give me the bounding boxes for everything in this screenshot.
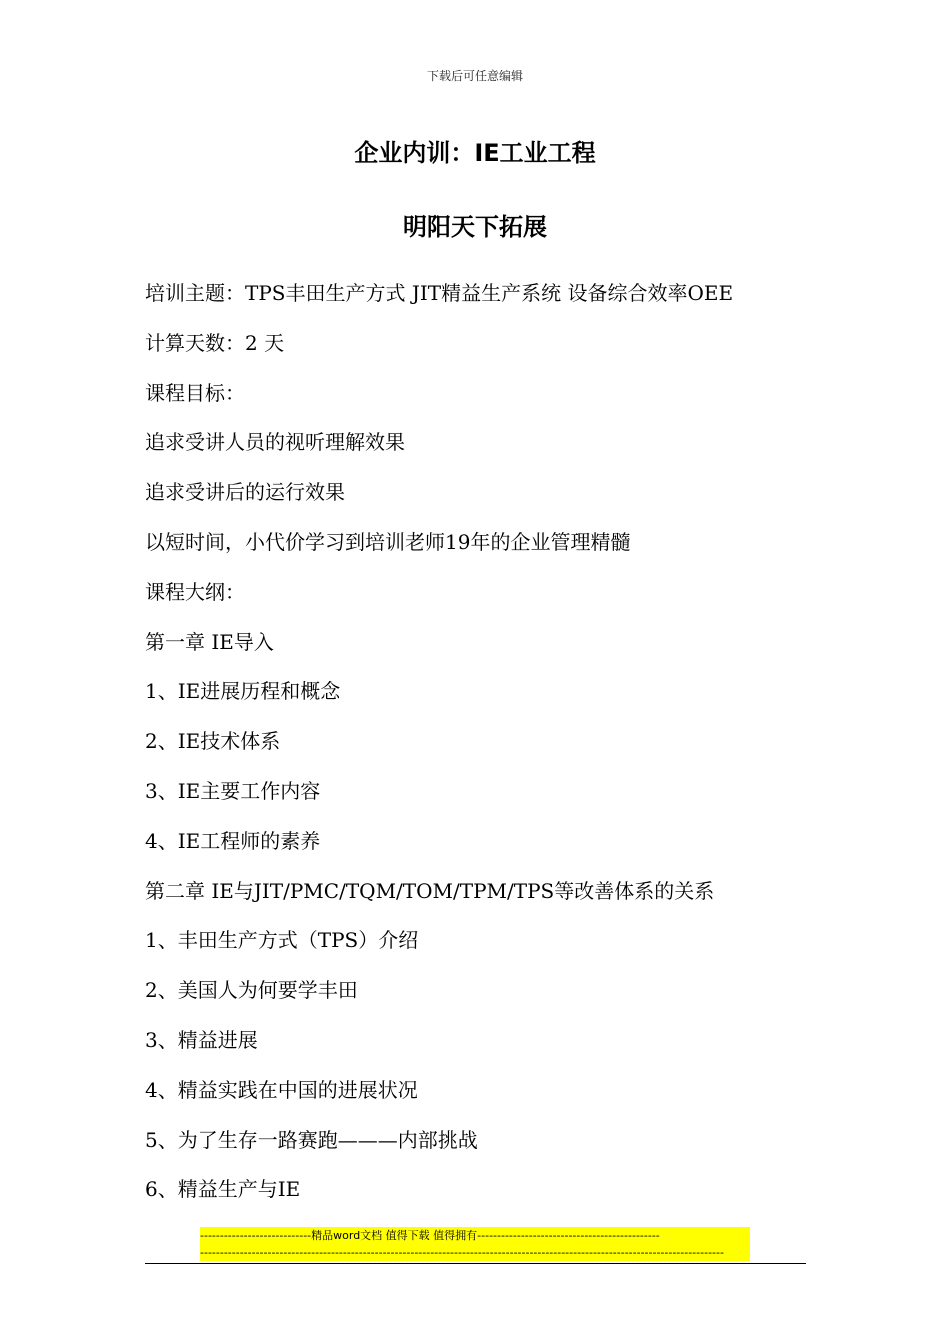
course-goal-heading: 课程目标： — [145, 380, 245, 405]
outline-item: 1、丰田生产方式（TPS）介绍 — [145, 928, 419, 953]
course-goal-item: 追求受讲后的运行效果 — [145, 480, 345, 505]
training-days-line: 计算天数：2 天 — [145, 330, 285, 355]
training-topic-line: 培训主题：TPS丰田生产方式 JIT精益生产系统 设备综合效率OEE — [145, 281, 734, 305]
outline-item: 4、IE工程师的素养 — [145, 828, 321, 853]
header-note: 下载后可任意编辑 — [426, 69, 523, 83]
chapter-heading: 第二章 IE与JIT/PMC/TQM/TOM/TPM/TPS等改善体系的关系 — [145, 878, 715, 903]
outline-item: 5、为了生存一路赛跑———内部挑战 — [145, 1127, 478, 1152]
outline-item: 3、IE主要工作内容 — [145, 778, 321, 803]
outline-item: 4、精益实践在中国的进展状况 — [145, 1077, 418, 1102]
document-title: 企业内训：IE工业工程 — [354, 139, 596, 167]
footer-divider — [145, 1263, 806, 1264]
chapter-heading: 第一章 IE导入 — [145, 629, 274, 654]
outline-item: 2、IE技术体系 — [145, 729, 281, 754]
outline-item: 6、精益生产与IE — [145, 1177, 301, 1202]
document-subtitle: 明阳天下拓展 — [403, 213, 547, 241]
document-body — [145, 277, 825, 1223]
outline-item: 2、美国人为何要学丰田 — [145, 978, 358, 1003]
course-goal-item: 追求受讲人员的视听理解效果 — [145, 430, 405, 455]
outline-item: 1、IE进展历程和概念 — [145, 679, 341, 704]
course-goal-item: 以短时间，小代价学习到培训老师19年的企业管理精髓 — [145, 529, 631, 554]
footer-banner-dashes: ------------------------------------------------------------------------------------------------------------------------------------ — [200, 1246, 724, 1259]
footer-banner-text: ----------------------------精品word文档 值得下载 值得拥有---------------------------------------------- — [200, 1229, 660, 1242]
outline-item: 3、精益进展 — [145, 1027, 258, 1052]
footer-banner — [200, 1227, 750, 1261]
course-outline-heading: 课程大纲： — [145, 579, 245, 604]
